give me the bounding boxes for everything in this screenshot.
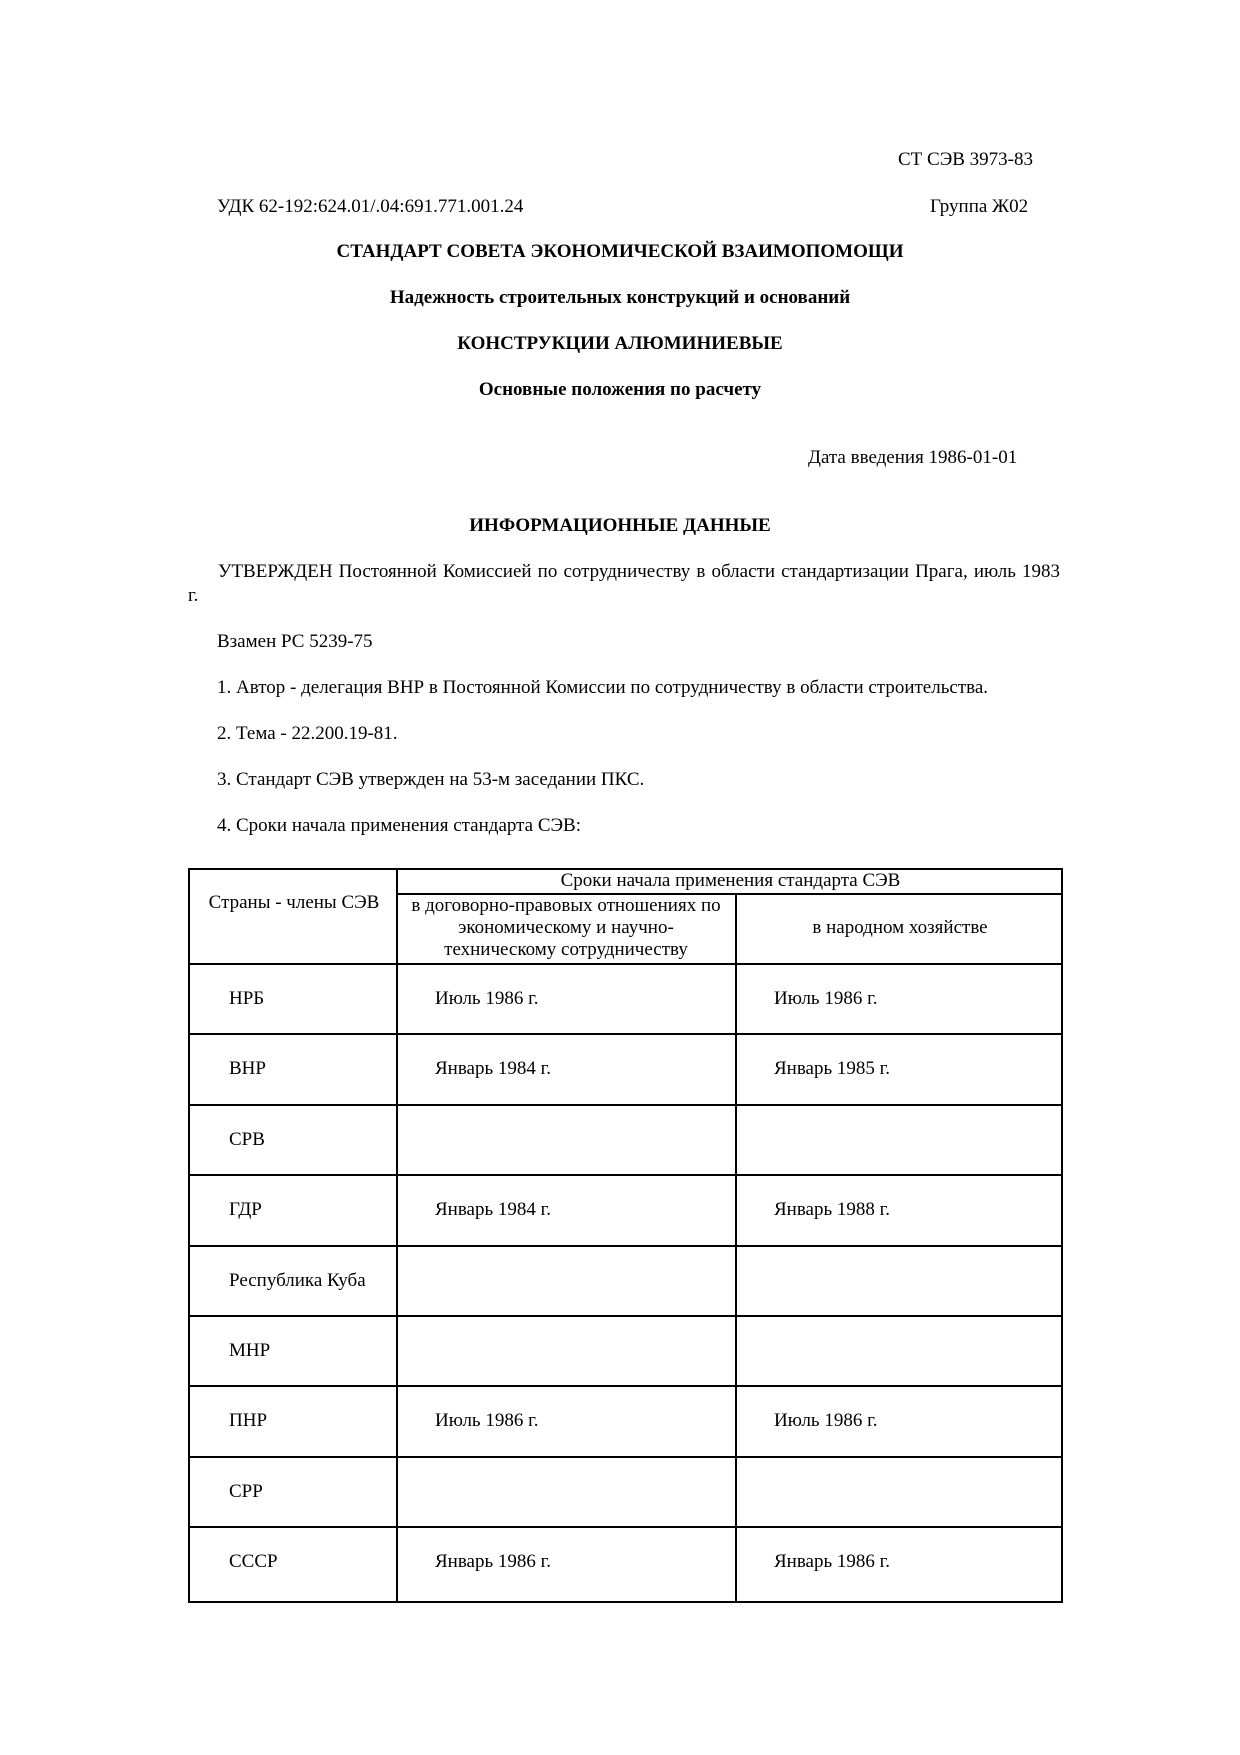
introduction-date: Дата введения 1986-01-01 <box>808 447 1018 468</box>
cell-country: СРВ <box>229 1129 265 1150</box>
cell-contract-date: Июль 1986 г. <box>435 1410 539 1431</box>
info-item-2: 2. Тема - 22.200.19-81. <box>217 723 398 744</box>
cell-country: НРБ <box>229 988 265 1009</box>
cell-economy-date: Январь 1986 г. <box>774 1551 891 1572</box>
cell-contract-date: Январь 1984 г. <box>435 1058 552 1079</box>
standard-designation: СТ СЭВ 3973-83 <box>898 149 1033 170</box>
replaces-line: Взамен РС 5239-75 <box>217 631 373 652</box>
standard-name: КОНСТРУКЦИИ АЛЮМИНИЕВЫЕ <box>457 333 783 354</box>
cell-country: ГДР <box>229 1199 262 1220</box>
cell-economy-date: Январь 1985 г. <box>774 1058 891 1079</box>
table-hline <box>190 1315 1061 1317</box>
cell-economy-date: Январь 1988 г. <box>774 1199 891 1220</box>
header-national-economy: в народном хозяйстве <box>812 917 988 938</box>
udc-code: УДК 62-192:624.01/.04:691.771.001.24 <box>217 196 524 217</box>
table-hline <box>190 1033 1061 1035</box>
table-hline <box>190 1456 1061 1458</box>
table-hline <box>190 1385 1061 1387</box>
approved-paragraph: УТВЕРЖДЕН Постоянной Комиссией по сотрудничеству в области стандартизации Прага, июль 1983 г. <box>188 561 1060 606</box>
group-code: Группа Ж02 <box>930 196 1029 217</box>
info-item-1: 1. Автор - делегация ВНР в Постоянной Комиссии по сотрудничеству в области строительства. <box>217 677 989 698</box>
cell-economy-date: Июль 1986 г. <box>774 1410 878 1431</box>
table-hline <box>190 1526 1061 1528</box>
table-vline <box>735 894 737 1601</box>
table-hline <box>190 963 1061 965</box>
cell-country: Республика Куба <box>229 1270 366 1291</box>
cell-contract-date: Июль 1986 г. <box>435 988 539 1009</box>
cell-contract-date: Январь 1986 г. <box>435 1551 552 1572</box>
table-hline <box>190 1104 1061 1106</box>
standard-subtitle: Основные положения по расчету <box>478 379 762 400</box>
cell-country: СССР <box>229 1551 278 1572</box>
table-vline <box>396 870 398 1601</box>
info-item-4: 4. Сроки начала применения стандарта СЭВ: <box>217 815 582 836</box>
cell-country: СРР <box>229 1481 263 1502</box>
info-item-3: 3. Стандарт СЭВ утвержден на 53-м заседании ПКС. <box>217 769 645 790</box>
cell-country: ВНР <box>229 1058 266 1079</box>
cell-country: МНР <box>229 1340 271 1361</box>
header-contract-relations: в договорно-правовых отношениях по экономическому и научно-техническому сотрудничеству <box>411 895 721 960</box>
info-heading: ИНФОРМАЦИОННЫЕ ДАННЫЕ <box>469 515 771 536</box>
cell-economy-date: Июль 1986 г. <box>774 988 878 1009</box>
cell-country: ПНР <box>229 1410 268 1431</box>
main-title: СТАНДАРТ СОВЕТА ЭКОНОМИЧЕСКОЙ ВЗАИМОПОМОЩИ <box>336 241 904 262</box>
header-countries: Страны - члены СЭВ <box>208 892 380 913</box>
table-hline <box>190 1245 1061 1247</box>
cell-contract-date: Январь 1984 г. <box>435 1199 552 1220</box>
table-hline <box>190 1174 1061 1176</box>
application-dates-table <box>188 868 1063 1603</box>
header-application-dates: Сроки начала применения стандарта СЭВ <box>560 870 901 891</box>
series-title: Надежность строительных конструкций и оснований <box>389 287 851 308</box>
